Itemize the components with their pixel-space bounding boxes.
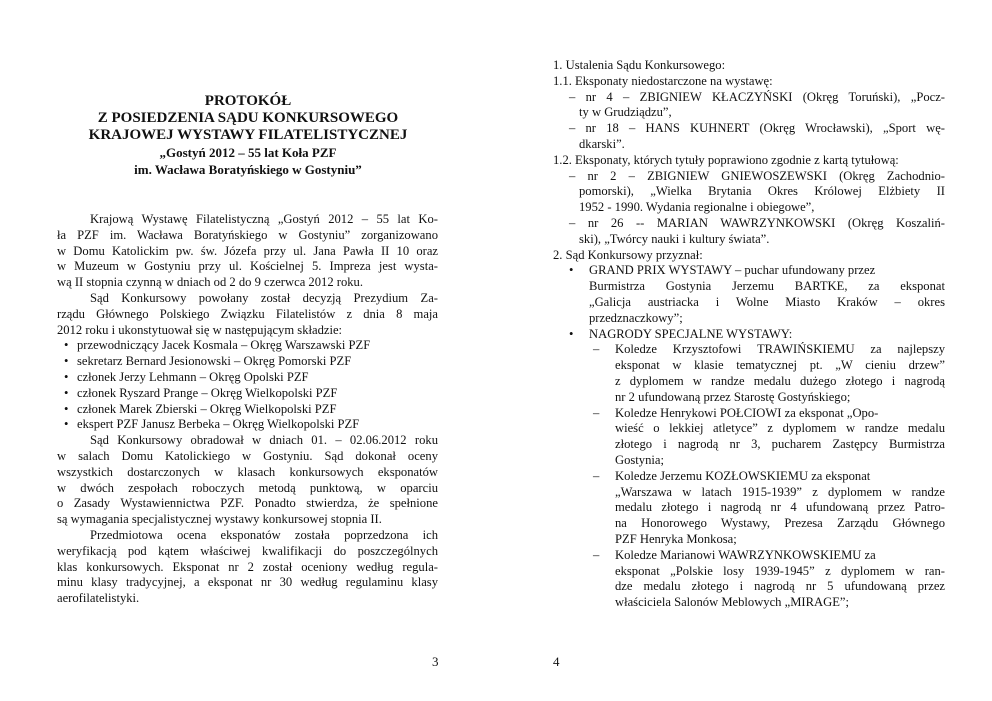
text-line: w salach Domu Katolickiego w Gostyniu. Sąd dokonał oceny (57, 448, 438, 463)
text-line: wszystkich dostarczonych w klasach konkursowych eksponatów (57, 464, 438, 479)
section-heading: 2. Sąd Konkursowy przyznał: (553, 247, 703, 262)
page-number: 4 (553, 654, 560, 669)
exhibit-entry-cont: pomorski), „Wielka Brytania Okres Królowej Elżbiety II (579, 184, 945, 199)
award-item-cont: PZF Henryka Monkosa; (615, 531, 737, 546)
exhibit-entry-cont: dkarski”. (579, 136, 625, 151)
text-line: Sąd Konkursowy obradował w dniach 01. – 02.06.2012 roku (90, 433, 438, 448)
paragraph-2 (57, 291, 438, 338)
title-line-5: im. Wacława Boratyńskiego w Gostyniu” (134, 162, 362, 177)
award-item-cont: dze medalu złotego i nagrodą nr 5 ufundowaną przez (615, 579, 945, 594)
text-line: 2012 roku i ukonstytuował się w następującym składzie: (57, 322, 343, 337)
text-line: o Zasady Wystawiennictwa PZF. Ponadto stwierdza, że spełnione (57, 496, 438, 511)
bullet-icon: • (64, 401, 69, 416)
dash-icon: – (593, 342, 600, 357)
award-grand-prix: • GRAND PRIX WYSTAWY – puchar ufundowany przez (569, 263, 876, 278)
award-item-cont: eksponat w klasie tematycznej pt. „W cieniu drzew” (615, 358, 945, 373)
award-item-cont: eksponat „Polskie losy 1939-1945” z dyplomem w ran- (615, 563, 945, 578)
award-text: „Galicja austriacka i Wolne Miasto Kraków – okres (589, 294, 945, 309)
award-item-cont: medalu złotego i nagrodą nr 4 ufundowaną przez Patro- (615, 500, 945, 515)
page-number: 3 (432, 654, 439, 669)
exhibit-entry-cont: 1952 - 1990. Wydania regionalne i obiegowe”, (579, 200, 815, 215)
list-item: • ekspert PZF Janusz Berbeka – Okręg Wielkopolski PZF (64, 417, 360, 432)
text-line: ła PZF im. Wacława Boratyńskiego w Gostyniu” zorganizowano (57, 227, 438, 242)
award-text: przedznaczkowy”; (589, 310, 683, 325)
subsection-heading: 1.2. Eksponaty, których tytuły poprawiono zgodnie z kartą tytułową: (553, 152, 899, 167)
award-item-cont: Gostynia; (615, 452, 664, 467)
award-item-cont: złotego i nagrodą nr 3, pucharem Zastępcy Burmistrza (615, 437, 945, 452)
paragraph-1 (57, 212, 438, 291)
paragraph-3 (57, 433, 438, 528)
text-line: wą II stopnia czynną w dniach od 2 do 9 czerwca 2012 roku. (57, 275, 363, 290)
award-item-cont: właściciela Salonów Meblowych „MIRAGE”; (615, 595, 849, 610)
award-text: Burmistrza Gostynia Jerzemu BARTKE, za eksponat (589, 279, 945, 294)
exhibit-entry-cont: ski), „Twórcy nauki i kultury świata”. (579, 231, 770, 246)
bullet-icon: • (64, 385, 69, 400)
left-body-text (57, 212, 438, 607)
title-line-4: „Gostyń 2012 – 55 lat Koła PZF (159, 145, 337, 160)
exhibit-entry: – nr 18 – HANS KUHNERT (Okręg Wrocławski), „Sport wę- (569, 121, 945, 136)
text-line: Sąd Konkursowy powołany został decyzją Prezydium Za- (90, 290, 438, 305)
text-line: klas konkursowych. Eksponat nr 2 został oceniony według regula- (57, 559, 438, 574)
list-item: • członek Ryszard Prange – Okręg Wielkopolski PZF (64, 385, 338, 400)
text-line: weryfikacją pod kątem właściwej kwalifikacji do poszczególnych (57, 543, 438, 558)
bullet-icon: • (569, 326, 574, 341)
text-line: Przedmiotowa ocena eksponatów została poprzedzona ich (90, 527, 438, 542)
text-line: są wymagania specjalistycznej wystawy konkursowej stopnia II. (57, 512, 382, 527)
text-line: w Muzeum w Gostyniu przy ul. Kościelnej 5. Impreza jest wysta- (57, 259, 438, 274)
award-item-cont: z dyplomem w randze medalu dużego złotego i nagrodą (615, 373, 945, 388)
award-item: – Koledze Marianowi WAWRZYNKOWSKIEMU za (593, 547, 876, 562)
award-item-cont: „Warszawa w latach 1915-1939” z dyplomem w randze (615, 484, 945, 499)
subsection-heading: 1.1. Eksponaty niedostarczone na wystawę: (553, 73, 773, 88)
exhibit-entry: – nr 2 – ZBIGNIEW GNIEWOSZEWSKI (Okręg Zachodnio- (569, 168, 945, 183)
award-item: – Koledze Krzysztofowi TRAWIŃSKIEMU za najlepszy (593, 342, 945, 357)
title-line-2: Z POSIEDZENIA SĄDU KONKURSOWEGO (97, 110, 399, 126)
list-item: • sekretarz Bernard Jesionowski – Okręg Pomorski PZF (64, 354, 352, 369)
text-line: rządu Głównego Polskiego Związku Filatelistów z dnia 8 maja (57, 306, 438, 321)
bullet-icon: • (569, 263, 574, 278)
award-item-cont: na Honorowego Wystawy, Prezesa Zarządu Głównego (615, 516, 945, 531)
list-item: • członek Marek Zbierski – Okręg Wielkopolski PZF (64, 401, 337, 416)
exhibit-entry-cont: ty w Grudziądzu”, (579, 105, 672, 120)
protocol-title (0, 93, 496, 178)
dash-icon: – (593, 547, 600, 562)
title-line-1: PROTOKÓŁ (204, 93, 292, 109)
right-page (496, 0, 992, 701)
list-item: • członek Jerzy Lehmann – Okręg Opolski PZF (64, 369, 309, 384)
paragraph-4 (57, 528, 438, 607)
right-body-text (553, 58, 945, 611)
dash-icon: – (593, 405, 600, 420)
exhibit-entry: – nr 4 – ZBIGNIEW KŁACZYŃSKI (Okręg Toruński), „Pocz- (569, 89, 945, 104)
bullet-icon: • (64, 354, 69, 369)
committee-members-list (57, 338, 438, 433)
title-line-3: KRAJOWEJ WYSTAWY FILATELISTYCZNEJ (88, 127, 408, 143)
award-item: – Koledze Henrykowi POŁCIOWI za eksponat „Opo- (593, 405, 879, 420)
text-line: Krajową Wystawę Filatelistyczną „Gostyń 2012 – 55 lat Ko- (90, 212, 438, 226)
list-item: • przewodniczący Jacek Kosmala – Okręg Warszawski PZF (64, 338, 371, 353)
text-line: aerofilatelistyki. (57, 591, 140, 606)
bullet-icon: • (64, 369, 69, 384)
bullet-icon: • (64, 338, 69, 353)
text-line: w dwóch zespołach roboczych metodą punktową, w oparciu (57, 480, 438, 495)
text-line: minu klasy tradycyjnej, a eksponat nr 30 według regulaminu klasy (57, 575, 438, 590)
text-line: w Domu Katolickim pw. św. Józefa przy ul. Jana Pawła II 10 oraz (57, 243, 438, 258)
award-item: – Koledze Jerzemu KOZŁOWSKIEMU za eksponat (593, 468, 871, 483)
section-heading: 1. Ustalenia Sądu Konkursowego: (553, 58, 726, 72)
exhibit-entry: – nr 26 -- MARIAN WAWRZYNKOWSKI (Okręg Koszaliń- (569, 215, 945, 230)
dash-icon: – (593, 468, 600, 483)
award-special-heading: • NAGRODY SPECJALNE WYSTAWY: (569, 326, 793, 341)
award-item-cont: nr 2 ufundowaną przez Starostę Gostyńskiego; (615, 389, 851, 404)
bullet-icon: • (64, 417, 69, 432)
award-item-cont: wieść o lekkiej atletyce” z dyplomem w randze medalu (615, 421, 945, 436)
